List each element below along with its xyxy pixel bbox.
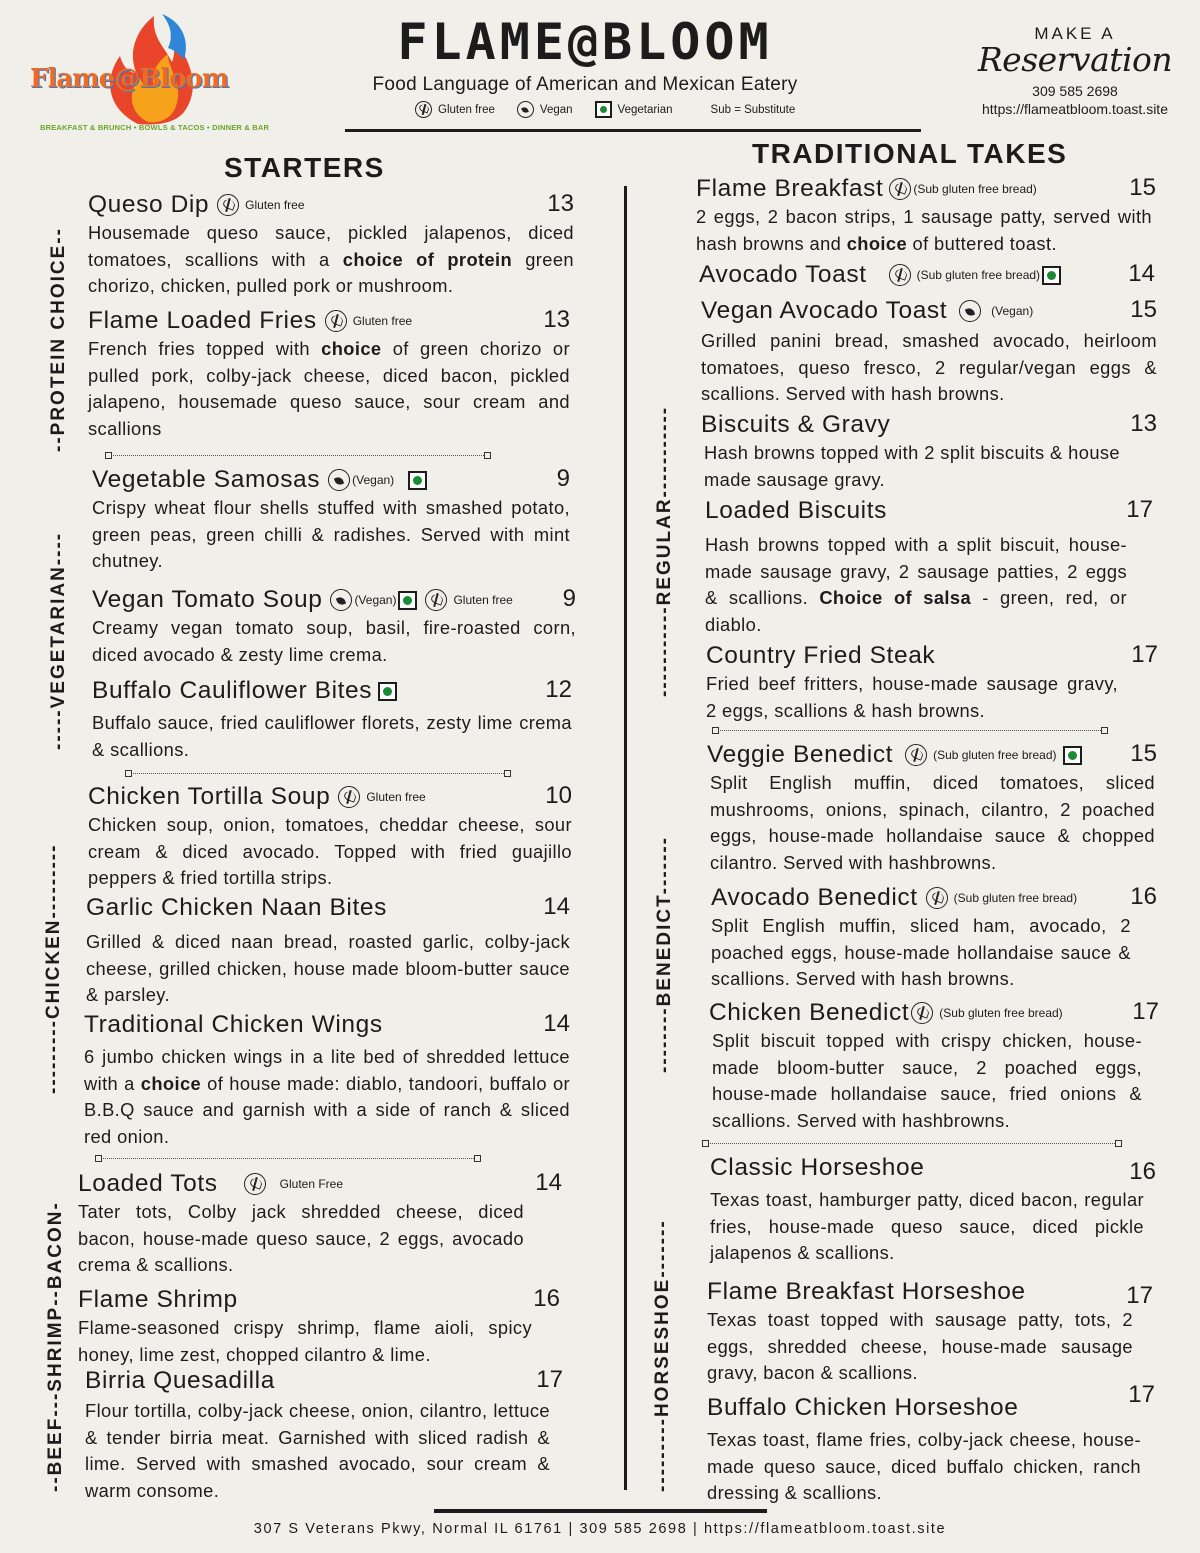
menu-item	[699, 260, 1155, 290]
item-tag: (Vegan)	[991, 304, 1034, 318]
menu-item	[78, 1285, 560, 1368]
item-tag: (Vegan)	[352, 473, 395, 487]
menu-item	[85, 1366, 563, 1504]
item-tag: Gluten free	[245, 198, 305, 212]
menu-item	[710, 1153, 1156, 1267]
divider	[128, 773, 508, 779]
item-tag: (Sub gluten free bread)	[933, 748, 1057, 762]
menu-item	[707, 740, 1157, 876]
item-price: 14	[535, 1169, 562, 1196]
item-tag: (Sub gluten free bread)	[916, 268, 1041, 282]
item-price: 17	[1126, 496, 1153, 523]
menu-item	[92, 676, 572, 763]
reservation-block	[960, 24, 1190, 117]
divider	[705, 1143, 1119, 1149]
item-name: Garlic Chicken Naan Bites	[86, 894, 387, 921]
item-name: Country Fried Steak	[706, 642, 936, 669]
item-price: 14	[543, 893, 570, 920]
logo-wordmark: Flame@Bloom	[30, 64, 229, 94]
reservation-script: Reservation	[977, 40, 1173, 79]
item-price: 10	[545, 782, 572, 809]
item-name: Biscuits & Gravy	[701, 411, 891, 438]
item-name: Birria Quesadilla	[85, 1367, 275, 1394]
gluten-free-icon	[889, 178, 911, 200]
vegetarian-icon	[378, 682, 397, 701]
reservation-phone[interactable]: 309 585 2698	[1032, 83, 1118, 99]
page-subtitle: Food Language of American and Mexican Eatery	[372, 74, 798, 95]
gluten-free-icon	[889, 264, 911, 286]
item-price: 16	[1129, 1158, 1156, 1185]
menu-item	[709, 998, 1159, 1134]
vegetarian-icon	[408, 471, 427, 490]
item-description: Split English muffin, sliced ham, avocado, 2 poached eggs, house-made hollandaise sauce & scallions. Served with hash browns.	[711, 915, 1131, 989]
menu-item	[92, 465, 570, 575]
side-label-chicken: ---------CHICKEN---------	[43, 843, 64, 1094]
divider	[715, 730, 1105, 736]
item-tag: (Sub gluten free bread)	[939, 1006, 1063, 1020]
section-title-starters: STARTERS	[224, 152, 385, 183]
item-price: 14	[543, 1010, 570, 1037]
vegetarian-icon	[1063, 746, 1082, 765]
gluten-free-icon	[415, 101, 432, 118]
item-description: Grilled panini bread, smashed avocado, heirloom tomatoes, queso fresco, 2 regular/vegan eggs & scallions. Served with hash browns.	[701, 330, 1157, 404]
item-tag: (Vegan)	[354, 593, 397, 607]
item-description: Texas toast topped with sausage patty, tots, 2 eggs, shredded cheese, house-made sausage gravy, bacon & scallions.	[707, 1309, 1133, 1383]
legend-gluten-free: Gluten free	[438, 103, 495, 116]
menu-item	[706, 641, 1158, 724]
item-name: Veggie Benedict	[707, 741, 894, 768]
item-price: 9	[562, 585, 576, 612]
item-description: Split English muffin, diced tomatoes, sliced mushrooms, onions, spinach, cilantro, 2 poached eggs, house-made hollandaise sauce & chopped cilantro. Served with hashbrowns.	[710, 772, 1155, 873]
legend-vegan: Vegan	[539, 103, 573, 116]
item-price: 17	[1126, 1282, 1153, 1309]
menu-item	[88, 782, 572, 892]
item-tag-2: Gluten free	[453, 593, 513, 607]
legend-vegetarian: Vegetarian	[617, 103, 673, 116]
item-description: Crispy wheat flour shells stuffed with smashed potato, green peas, green chilli & radishes. Served with mint chutney.	[92, 497, 570, 571]
item-tag: Gluten Free	[279, 1177, 344, 1191]
menu-item	[86, 893, 570, 1009]
menu-item	[84, 1010, 570, 1150]
legend-substitute: Sub = Substitute	[710, 103, 796, 116]
item-tag: (Sub gluten free bread)	[953, 891, 1078, 905]
masthead	[340, 14, 830, 96]
menu-item	[705, 496, 1153, 638]
reservation-url[interactable]: https://flameatbloom.toast.site	[982, 101, 1168, 117]
item-price: 13	[1130, 410, 1157, 437]
item-price: 17	[536, 1366, 563, 1393]
page-title: FLAME@BLOOM	[397, 13, 773, 71]
item-tag: Gluten free	[366, 790, 426, 804]
item-price: 16	[1130, 883, 1157, 910]
side-label-regular: -----------REGULAR-----------	[654, 405, 675, 697]
menu-item	[88, 306, 570, 442]
side-label-benedict: --------BENEDICT-------	[654, 836, 675, 1073]
item-description: Texas toast, hamburger patty, diced bacon, regular fries, house-made queso sauce, diced pickle jalapenos & scallions.	[710, 1189, 1144, 1263]
footer-contact: 307 S Veterans Pkwy, Normal IL 61761 | 309 585 2698 | https://flameatbloom.toast.site	[253, 1521, 947, 1537]
divider	[108, 455, 488, 461]
item-name: Flame Loaded Fries	[88, 307, 317, 334]
item-name: Chicken Benedict	[709, 999, 910, 1026]
vegan-icon	[330, 589, 352, 611]
menu-item	[707, 1381, 1155, 1507]
restaurant-logo	[20, 8, 270, 136]
item-name: Vegan Avocado Toast	[701, 297, 948, 324]
item-name: Chicken Tortilla Soup	[88, 783, 331, 810]
side-label-beef: --BEEF---SHRIMP--BACON-	[45, 1201, 66, 1492]
header-divider	[345, 129, 921, 132]
item-name: Flame Shrimp	[78, 1286, 238, 1313]
item-description: 2 eggs, 2 bacon strips, 1 sausage patty, served with hash browns and choice of buttered toast.	[696, 206, 1152, 254]
item-price: 14	[1128, 260, 1155, 287]
dietary-legend	[415, 101, 795, 118]
item-description: Flour tortilla, colby-jack cheese, onion, cilantro, lettuce & tender birria meat. Garnished with sliced radish & lime. Served with smashed avocado, sour cream & warm consome.	[85, 1400, 550, 1501]
item-name: Loaded Biscuits	[705, 497, 887, 524]
side-label-protein: --PROTEIN CHOICE--	[48, 227, 69, 452]
gluten-free-icon	[338, 786, 360, 808]
vegetarian-icon	[1042, 266, 1061, 285]
item-description: Texas toast, flame fries, colby-jack cheese, house-made queso sauce, diced buffalo chicken, ranch dressing & scallions.	[707, 1429, 1141, 1503]
item-price: 17	[1128, 1381, 1155, 1408]
gluten-free-icon	[325, 310, 347, 332]
item-price: 12	[545, 676, 572, 703]
item-tag: Gluten free	[352, 314, 413, 328]
gluten-free-icon	[905, 744, 927, 766]
item-price: 13	[547, 190, 574, 217]
gluten-free-icon	[926, 887, 948, 909]
item-description: Hash browns topped with 2 split biscuits & house made sausage gravy.	[704, 442, 1120, 490]
item-name: Traditional Chicken Wings	[84, 1011, 383, 1038]
item-description: Hash browns topped with a split biscuit, house-made sausage gravy, 2 sausage patties, 2 eggs & scallions. Choice of salsa - green, red, or diablo.	[705, 534, 1127, 635]
vegetarian-icon	[398, 591, 417, 610]
item-description: French fries topped with choice of green chorizo or pulled pork, colby-jack cheese, diced bacon, pickled jalapeno, housemade queso sauce, sour cream and scallions	[88, 338, 570, 439]
menu-item	[88, 190, 574, 300]
reservation-make: MAKE A	[1034, 24, 1116, 43]
column-divider	[624, 186, 627, 1490]
menu-item	[707, 1277, 1153, 1387]
item-price: 15	[1130, 296, 1157, 323]
vegetarian-icon	[595, 101, 612, 118]
item-description: Grilled & diced naan bread, roasted garlic, colby-jack cheese, grilled chicken, house made bloom-butter sauce & parsley.	[86, 931, 570, 1005]
side-label-horseshoe: ---------HORSESHOE-------	[652, 1219, 673, 1492]
item-description: Creamy vegan tomato soup, basil, fire-roasted corn, diced avocado & zesty lime crema.	[92, 617, 576, 665]
item-price: 15	[1129, 174, 1156, 201]
item-description: Chicken soup, onion, tomatoes, cheddar cheese, sour cream & diced avocado. Topped with fried guajillo peppers & fried tortilla strips.	[88, 814, 572, 888]
item-description: Tater tots, Colby jack shredded cheese, diced bacon, house-made queso sauce, 2 eggs, avocado crema & scallions.	[78, 1201, 524, 1275]
item-price: 9	[556, 465, 570, 492]
divider	[98, 1158, 478, 1164]
vegan-icon	[517, 101, 534, 118]
menu-item	[78, 1169, 562, 1279]
item-description: Fried beef fritters, house-made sausage gravy, 2 eggs, scallions & hash browns.	[706, 673, 1118, 721]
item-name: Vegan Tomato Soup	[92, 586, 323, 613]
item-description: Split biscuit topped with crispy chicken, house-made bloom-butter sauce, 2 poached eggs, house-made hollandaise sauce, fried onions & scallions. Served with hashbrowns.	[712, 1030, 1142, 1131]
item-price: 16	[533, 1285, 560, 1312]
gluten-free-icon	[244, 1173, 266, 1195]
item-tag: (Sub gluten free bread)	[913, 182, 1037, 196]
item-name: Avocado Toast	[699, 261, 867, 288]
item-name: Vegetable Samosas	[92, 466, 321, 493]
item-name: Buffalo Chicken Horseshoe	[707, 1394, 1019, 1421]
vegan-icon	[328, 469, 350, 491]
gluten-free-icon	[217, 194, 239, 216]
gluten-free-icon	[425, 589, 447, 611]
vegan-icon	[959, 300, 981, 322]
item-name: Buffalo Cauliflower Bites	[92, 677, 373, 704]
footer-divider	[434, 1509, 767, 1513]
menu-item	[701, 296, 1157, 408]
item-name: Classic Horseshoe	[710, 1154, 925, 1181]
menu-item	[696, 174, 1156, 257]
item-name: Avocado Benedict	[711, 884, 918, 911]
item-price: 13	[543, 306, 570, 333]
gluten-free-icon	[911, 1002, 933, 1024]
item-name: Flame Breakfast	[696, 175, 884, 202]
item-description: Housemade queso sauce, pickled jalapenos, diced tomatoes, scallions with a choice of protein green chorizo, chicken, pulled pork or mushroom.	[88, 222, 574, 296]
item-description: 6 jumbo chicken wings in a lite bed of shredded lettuce with a choice of house made: diablo, tandoori, buffalo or B.B.Q sauce and garnish with a side of ranch & sliced red onion.	[84, 1046, 570, 1147]
item-description: Flame-seasoned crispy shrimp, flame aioli, spicy honey, lime zest, chopped cilantro & lime.	[78, 1317, 532, 1365]
item-description: Buffalo sauce, fried cauliflower florets, zesty lime crema & scallions.	[92, 712, 572, 760]
item-price: 17	[1131, 641, 1158, 668]
item-name: Flame Breakfast Horseshoe	[707, 1278, 1026, 1305]
section-title-traditional: TRADITIONAL TAKES	[752, 138, 1068, 169]
logo-tagline: BREAKFAST & BRUNCH • BOWLS & TACOS • DINNER & BAR	[40, 123, 270, 132]
side-label-vegetarian: -----VEGETARIAN----	[48, 531, 69, 750]
item-name: Loaded Tots	[78, 1170, 218, 1197]
item-price: 15	[1130, 740, 1157, 767]
item-name: Queso Dip	[88, 191, 210, 218]
menu-item	[92, 585, 576, 668]
item-price: 17	[1132, 998, 1159, 1025]
menu-item	[701, 410, 1157, 493]
menu-item	[711, 883, 1157, 993]
